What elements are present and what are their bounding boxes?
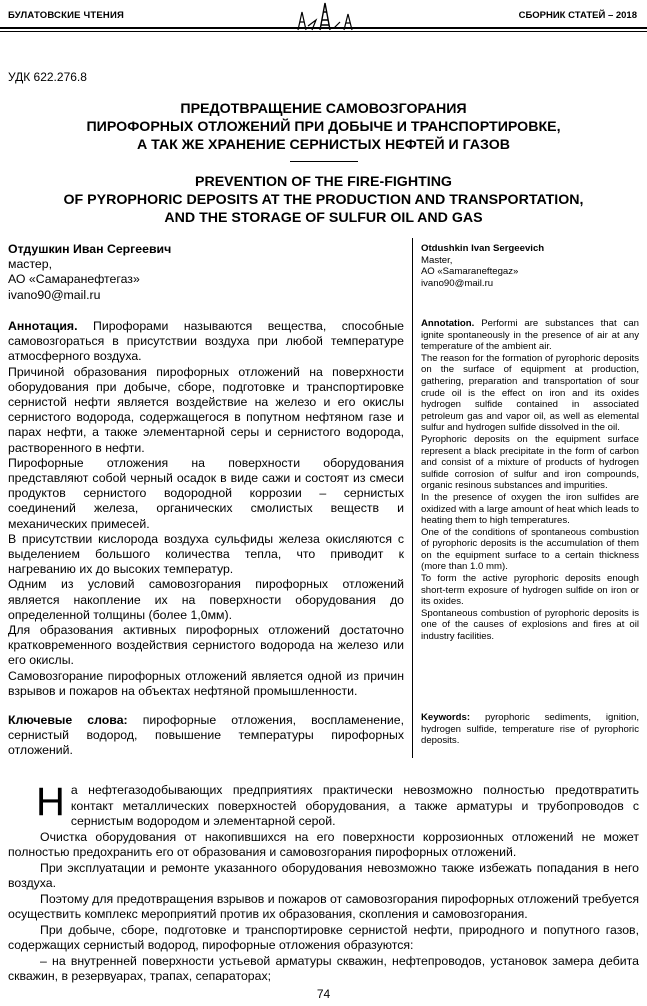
header-rule-thin	[0, 31, 647, 32]
title-ru-line: А ТАК ЖЕ ХРАНЕНИЕ СЕРНИСТЫХ НЕФТЕЙ И ГАЗОВ	[136, 137, 511, 153]
body-paragraph: Поэтому для предотвращения взрывов и пожаров от самовозгорания пирофорных отложений требуется осуществить комплекс мероприятий против их образования, скопления и самовозгорания.	[8, 891, 639, 921]
abstract-ru-paragraph: В присутствии кислорода воздуха сульфиды железа окисляются с выделением большого количества тепла, что приводит к нагреванию их до высоких температур.	[8, 531, 404, 577]
author-en-name: Otdushkin Ivan Sergeevich	[421, 243, 545, 254]
abstract-en-text: Performi are substances that can ignite spontaneously in the presence of air at any temperature of the ambient air.	[421, 318, 639, 353]
author-ru-email: ivano90@mail.ru	[8, 287, 101, 302]
title-en-line: OF PYROPHORIC DEPOSITS AT THE PRODUCTION AND TRANSPORTATION,	[63, 192, 584, 208]
abstract-en-paragraph: In the presence of oxygen the iron sulfides are oxidized with a large amount of heat which leads to heating them to high temperatures.	[421, 491, 639, 527]
author-en-block	[421, 243, 639, 289]
abstract-ru-paragraph: Пирофорные отложения на поверхности оборудования представляют собой черный осадок в виде сажи и состоят из смеси продуктов сернистого водородной коррозии – сернистых соединений железа, органических смолистых веществ и механических примесей.	[8, 455, 404, 531]
body-first-paragraph: а нефтегазодобывающих предприятиях практически невозможно полностью предотвратить контакт металлических поверхностей оборудования, а также арматуры и трубопроводов с сернистым водородом и элементарной серой.	[70, 783, 639, 828]
keywords-ru-label: Ключевые слова:	[8, 713, 128, 727]
author-en-org: АО «Samaraneftegaz»	[421, 266, 519, 278]
abstract-en-paragraph: The reason for the formation of pyrophoric deposits on the surface of equipment at production, gathering, preparation and transportation of sour crude oil is the effect on iron and its oxides hydrogen sulfide contained in associated petroleum gas and vapor oil, as well as elemental sulfur and hydrogen sulfide dissolved in the oil.	[421, 352, 639, 434]
title-ru-line: ПИРОФОРНЫХ ОТЛОЖЕНИЙ ПРИ ДОБЫЧЕ И ТРАНСПОРТИРОВКЕ,	[86, 119, 561, 135]
author-en-email: ivano90@mail.ru	[421, 277, 494, 289]
abstract-en-paragraph: To form the active pyrophoric deposits enough short-term exposure of hydrogen sulfide on iron or its oxides.	[421, 573, 639, 608]
title-en-line: PREVENTION OF THE FIRE-FIGHTING	[195, 174, 452, 190]
abstract-en-paragraph: Spontaneous combustion of pyrophoric deposits is one of the causes of explosions and fires at oil industry facilities.	[421, 607, 639, 643]
udk-code: УДК 622.276.8	[8, 70, 87, 84]
abstract-en-paragraph: One of the conditions of spontaneous combustion of pyrophoric deposits is the accumulation of them on the equipment surface to a certain thickness (more than 1.0 mm).	[421, 526, 639, 573]
keywords-en	[421, 712, 639, 747]
running-header	[0, 0, 647, 34]
abstract-ru-label: Аннотация.	[8, 319, 78, 333]
abstract-ru-paragraph: Самовозгорание пирофорных отложений является одной из причин взрывов и пожаров на объектах нефтяной промышленности.	[8, 668, 404, 698]
abstract-ru-paragraph: Причиной образования пирофорных отложений на поверхности оборудования при добыче, сборе, подготовке и транспортировке сернистой нефти является воздействие на железо и его окислы сернистого водорода, содержащегося в попутном нефтяном газе и парах нефти, а также элементарной серы и сернистого водорода, растворенного в нефти.	[8, 364, 404, 455]
title-en-line: AND THE STORAGE OF SULFUR OIL AND GAS	[164, 210, 483, 226]
abstract-ru-text: Пирофорами называются вещества, способные самовозгораться в присутствии воздуха при любой температуре атмосферного воздуха.	[8, 319, 404, 364]
body-paragraph: Очистка оборудования от накопившихся на его поверхности коррозионных отложений не может полностью предохранить его от образования и самовозгорания пирофорных отложений.	[8, 829, 639, 859]
keywords-ru-text: пирофорные отложения, воспламенение, сернистый водород, повышение температуры пирофорных отложений.	[8, 713, 404, 758]
abstract-en-label: Annotation.	[421, 318, 475, 329]
abstract-ru-paragraph: Одним из условий самовозгорания пирофорных отложений является накопление их на поверхности оборудования до определенной толщины (более 1,0мм).	[8, 577, 404, 622]
body-list-item: – на внутренней поверхности устьевой арматуры скважин, нефтепроводов, установок замера дебита скважин, в резервуарах, трапах, сепараторах;	[8, 953, 639, 983]
body-paragraph: При добыче, сборе, подготовке и транспортировке сернистой нефти, природного и попутного газов, содержащих сернистый водород, пирофорные отложения образуются:	[8, 922, 639, 952]
author-ru-block	[8, 242, 404, 303]
author-en-position: Master,	[421, 254, 453, 266]
article-body	[8, 780, 639, 985]
author-ru-name: Отдушкин Иван Сергеевич	[8, 242, 172, 256]
title-ru	[0, 100, 647, 154]
author-ru-org: АО «Самаранефтегаз»	[8, 272, 140, 287]
author-ru-position: мастер,	[8, 257, 53, 272]
title-separator	[290, 161, 358, 162]
abstract-en	[421, 318, 639, 643]
keywords-ru	[8, 713, 404, 759]
abstract-ru-paragraph: Для образования активных пирофорных отложений достаточно кратковременного воздействия сернистого водорода на железо или его окислы.	[8, 623, 404, 668]
body-paragraph: При эксплуатации и ремонте указанного оборудования невозможно также избежать попадания в него воздуха.	[8, 860, 639, 890]
header-rule	[0, 27, 647, 29]
keywords-en-text: pyrophoric sediments, ignition, hydrogen sulfide, temperature rise of pyrophoric deposits.	[421, 712, 639, 747]
keywords-en-label: Keywords:	[421, 712, 471, 723]
header-collection-title: СБОРНИК СТАТЕЙ – 2018	[518, 10, 637, 21]
abstract-ru	[8, 319, 404, 699]
drop-cap: Н	[36, 780, 65, 824]
header-journal-title: БУЛАТОВСКИЕ ЧТЕНИЯ	[8, 10, 125, 21]
title-en	[0, 173, 647, 227]
title-ru-line: ПРЕДОТВРАЩЕНИЕ САМОВОЗГОРАНИЯ	[180, 101, 467, 117]
page-number: 74	[316, 987, 331, 1001]
abstract-en-paragraph: Pyrophoric deposits on the equipment surface represent a black precipitate in the form of carbon and consist of a mixture of products of hydrogen sulfide corrosion of sulfur and iron compounds, organic resinous substances and impurities.	[421, 433, 639, 492]
column-divider	[412, 238, 413, 758]
